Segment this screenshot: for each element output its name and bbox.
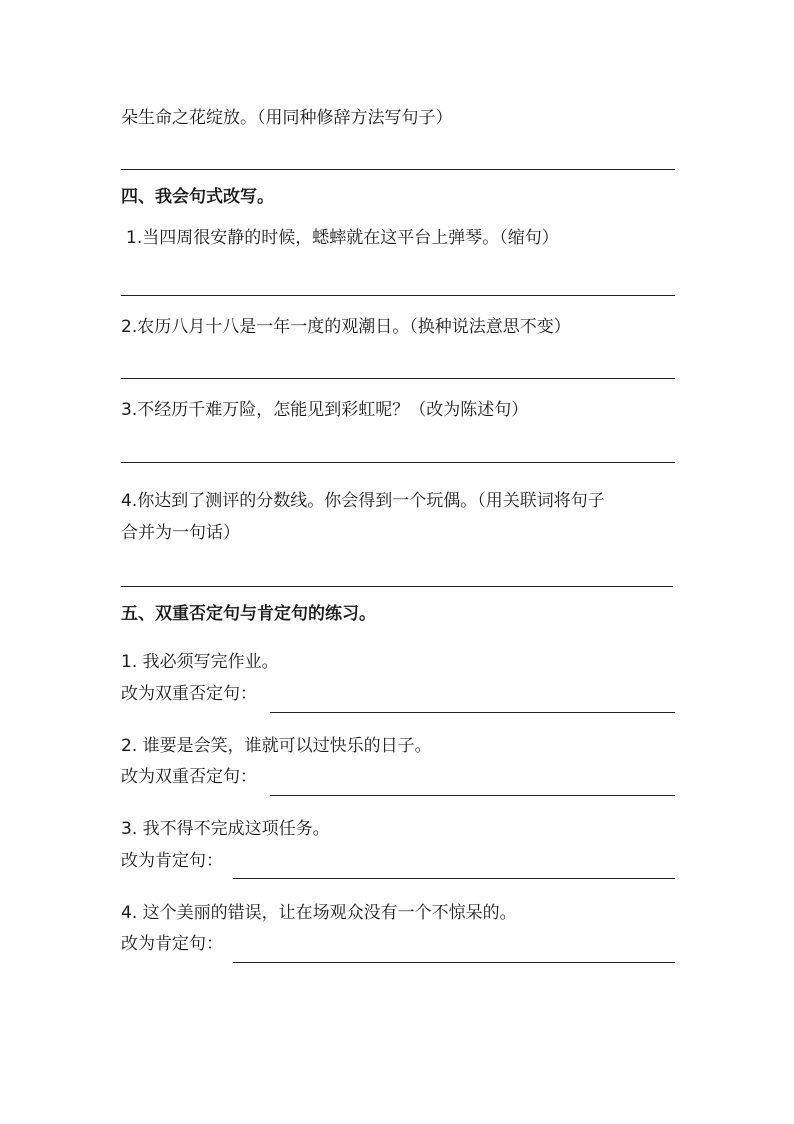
answer-line[interactable]: [121, 295, 675, 296]
answer-line[interactable]: [121, 169, 675, 170]
section5-title: 五、双重否定句与肯定句的练习。: [121, 604, 376, 624]
section5-item-1-sentence: 1. 我必须写完作业。: [121, 652, 279, 672]
section5-item-1-prompt: 改为双重否定句：: [121, 684, 257, 704]
section4-item-1: 1.当四周很安静的时候，蟋蟀就在这平台上弹琴。（缩句）: [126, 228, 559, 248]
section4-title: 四、我会句式改写。: [121, 187, 274, 207]
section4-item-3: 3.不经历千难万险，怎能见到彩虹呢？（改为陈述句）: [121, 400, 529, 420]
answer-line[interactable]: [270, 795, 675, 796]
section4-item-4-cont: 合并为一句话）: [121, 523, 240, 543]
section4-item-2: 2.农历八月十八是一年一度的观潮日。（换种说法意思不变）: [121, 317, 571, 337]
answer-line[interactable]: [233, 962, 675, 963]
section5-item-3-prompt: 改为肯定句：: [121, 851, 223, 871]
section5-item-4-prompt: 改为肯定句：: [121, 934, 223, 954]
section5-item-2-prompt: 改为双重否定句：: [121, 767, 257, 787]
answer-line[interactable]: [233, 878, 675, 879]
section5-item-3-sentence: 3. 我不得不完成这项任务。: [121, 819, 330, 839]
section5-item-2-sentence: 2. 谁要是会笑，谁就可以过快乐的日子。: [121, 736, 432, 756]
answer-line[interactable]: [270, 712, 675, 713]
section5-item-4-sentence: 4. 这个美丽的错误，让在场观众没有一个不惊呆的。: [121, 903, 517, 923]
answer-line[interactable]: [121, 462, 675, 463]
continuation-text: 朵生命之花绽放。（用同种修辞方法写句子）: [121, 108, 453, 128]
answer-line[interactable]: [121, 378, 675, 379]
section4-item-4: 4.你达到了测评的分数线。你会得到一个玩偶。（用关联词将句子: [121, 491, 605, 511]
answer-line[interactable]: [121, 586, 673, 587]
